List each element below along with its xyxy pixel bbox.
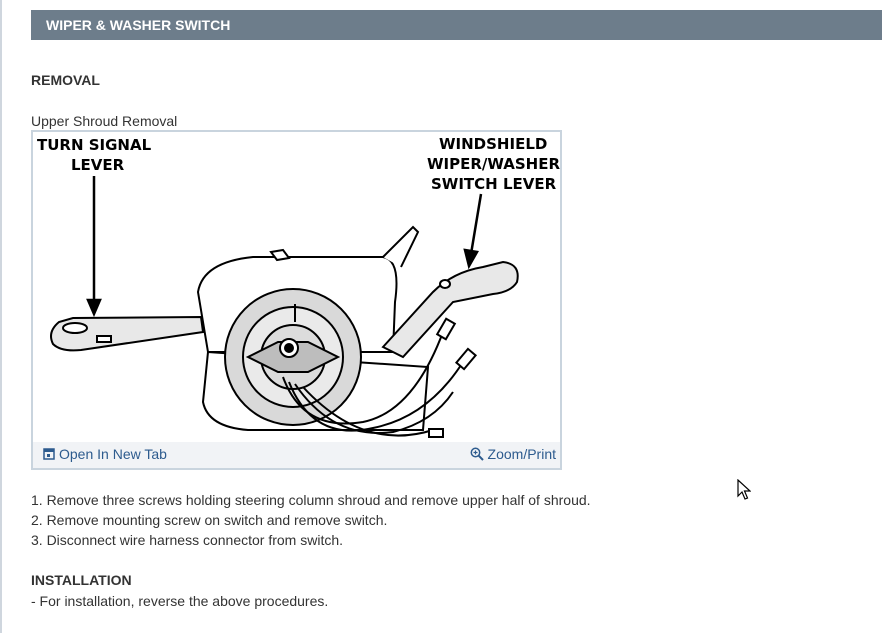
figure-caption: Upper Shroud Removal: [31, 113, 178, 129]
left-border: [0, 0, 2, 633]
installation-heading: INSTALLATION: [31, 572, 132, 588]
removal-heading: REMOVAL: [31, 72, 100, 88]
figure-frame: [31, 130, 562, 470]
section-title: WIPER & WASHER SWITCH: [46, 17, 231, 33]
removal-step: 3. Disconnect wire harness connector from switch.: [31, 532, 344, 548]
open-new-tab-icon: [43, 448, 55, 460]
label-turn-signal-line2: LEVER: [71, 156, 125, 174]
label-windshield-line3: SWITCH LEVER: [431, 175, 557, 193]
label-windshield-line2: WIPER/WASHER: [427, 155, 560, 173]
removal-step: 1. Remove three screws holding steering column shroud and remove upper half of shroud.: [31, 492, 591, 508]
mouse-pointer-icon: [737, 479, 751, 506]
open-in-new-tab-label: Open In New Tab: [59, 446, 167, 462]
open-in-new-tab-link[interactable]: [43, 446, 167, 462]
zoom-print-label: Zoom/Print: [487, 446, 556, 462]
wiper-switch-diagram: [33, 132, 560, 442]
label-turn-signal-line1: TURN SIGNAL: [37, 136, 152, 154]
steering-hub-drawing: [225, 289, 361, 425]
removal-steps: [31, 490, 591, 550]
section-title-bar: [31, 10, 882, 40]
removal-step: 2. Remove mounting screw on switch and remove switch.: [31, 512, 388, 528]
magnifier-zoom-icon: [470, 447, 484, 461]
zoom-print-link[interactable]: [470, 446, 556, 462]
figure-toolbar: [33, 442, 560, 468]
turn-signal-lever-drawing: [51, 317, 203, 350]
label-windshield-line1: WINDSHIELD: [439, 135, 548, 153]
wiper-lever-drawing: [383, 262, 518, 357]
installation-step: - For installation, reverse the above procedures.: [31, 593, 329, 609]
